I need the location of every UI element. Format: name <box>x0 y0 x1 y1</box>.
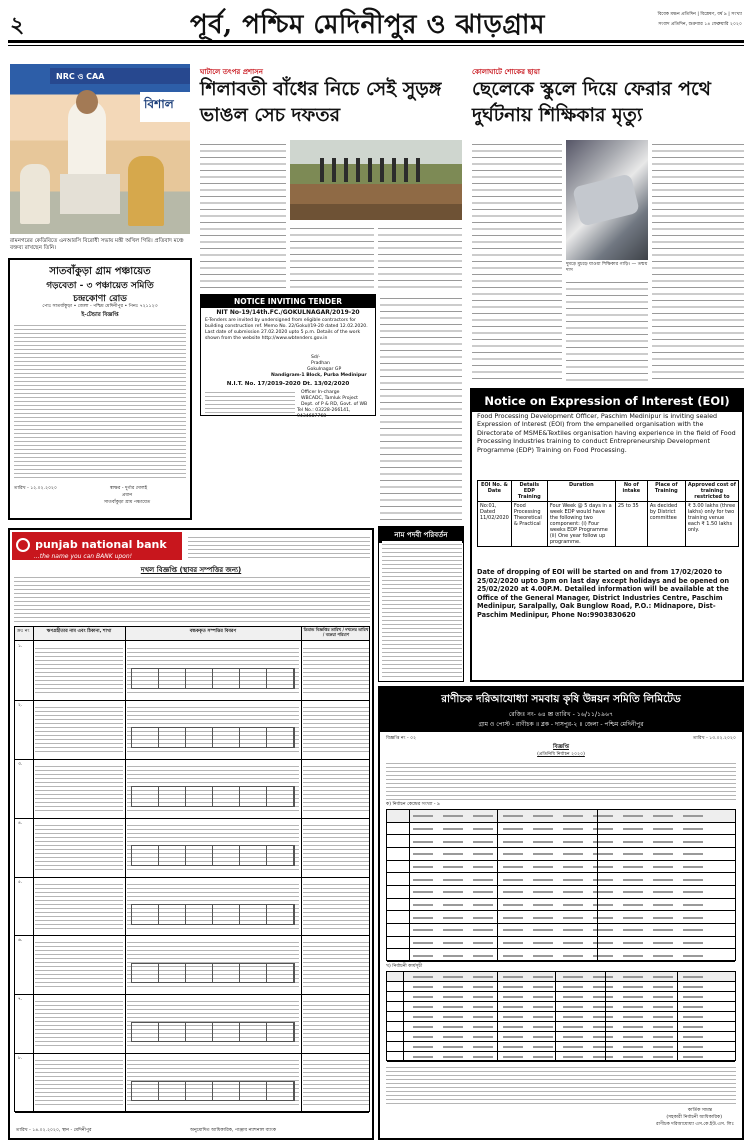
pnb-mini-table <box>131 1081 295 1102</box>
tender-sig-3: Gokulnagar GP <box>307 367 342 372</box>
eoi-table <box>477 480 739 547</box>
pnb-officer: অনুমোদিত আধিকারিক, পাঞ্জাব ন্যাশনাল ব্যাংক <box>190 1128 277 1133</box>
panchayat-subtitle: গড়বেতা - ৩ পঞ্চায়েত সমিতি <box>46 281 154 291</box>
ranichak-b-row-text <box>413 1016 713 1018</box>
panchayat-heading: ই-টেন্ডার বিজ্ঞপ্তি <box>81 312 119 318</box>
ranichak-a-row <box>387 937 735 950</box>
right-headline: ছেলেকে স্কুলে দিয়ে ফেরার পথে দুর্ঘটনায় শিক্ষিকার মৃত্যু <box>472 78 711 126</box>
pnb-cell-text <box>35 645 123 696</box>
ranichak-b-row <box>387 1042 735 1052</box>
panchayat-title: সাতবাঁকুড়া গ্রাম পঞ্চায়েত <box>49 266 151 277</box>
pnb-table-row <box>15 701 369 760</box>
eoi-body: Food Processing Development Officer, Paschim Medinipur is inviting sealed Expression of Interest (EOI) from the empanelled organisation with the Directorate of MSME&Textiles organisation having experience in the field of Food Processing Industries training to conduct Entrepreneurship Development Programme (EDP) Training on Food Processing. <box>477 412 736 454</box>
ranichak-b-row <box>387 1052 735 1062</box>
panchayat-signer-org: সাতবাঁকুড়া গ্রাম পঞ্চায়েত <box>104 500 151 505</box>
accident-caption: দুমড়ে মুচড়ে যাওয়া শিক্ষিকার গাড়ি। — তন্ময় দাস <box>566 262 648 273</box>
pnb-cell-text <box>303 704 369 755</box>
pnb-cell-text <box>35 704 123 755</box>
center-kicker: ঘাটালে তৎপর প্রশাসন <box>200 68 263 76</box>
ranichak-table-a <box>386 809 736 961</box>
ranichak-a-row <box>387 848 735 861</box>
ranichak-signer-title: (সহকারী নির্বাচনী আধিকারিক) <box>666 1115 722 1120</box>
ranichak-b-row <box>387 1012 735 1022</box>
ranichak-a-row-text <box>413 891 713 893</box>
ranichak-b-row-text <box>413 1006 713 1008</box>
ranichak-b-row-text <box>413 1046 713 1048</box>
speaker-head <box>76 90 98 114</box>
ranichak-signer-org: রাণীচক দরিআযোধ্যা এস.কে.ইউ.এস. লিঃ <box>656 1122 734 1127</box>
center-col-1 <box>200 140 286 290</box>
pnb-row-number: ৫. <box>18 879 23 885</box>
ranichak-b-row <box>387 982 735 992</box>
pnb-row-number: ৭. <box>18 997 23 1003</box>
ranichak-a-row-text <box>413 866 713 868</box>
pnb-cell-text <box>35 822 123 873</box>
pnb-cell-text <box>303 822 369 873</box>
pnb-table-row <box>15 1054 369 1113</box>
ranichak-b-row <box>387 992 735 1002</box>
ranichak-signer: কার্তিক সামন্ত <box>687 1108 712 1113</box>
pnb-footer: তারিখ - ১৪.০২.২০২০, স্থান - মেদিনীপুর <box>16 1128 92 1133</box>
ranichak-b-row-text <box>413 996 713 998</box>
ranichak-b-row-text <box>413 976 713 978</box>
pnb-row-number: ৪. <box>18 820 23 826</box>
pnb-cell-text <box>303 881 369 932</box>
tender-sig-6: WBCADC, Tamluk Project <box>301 396 358 401</box>
left-story-text <box>10 253 190 257</box>
pnb-brand: punjab national bank <box>35 538 167 551</box>
pnb-cell-text <box>35 881 123 932</box>
name-change-body <box>382 541 462 679</box>
pnb-cell-text <box>35 998 123 1049</box>
right-col-1 <box>472 140 562 384</box>
panchayat-signer: স্বাক্ষর - দুর্গার দোলই <box>110 486 148 491</box>
pnb-address <box>188 534 370 558</box>
pnb-cell-text <box>303 998 369 1049</box>
pnb-row-number: ৮. <box>18 1056 23 1062</box>
page-title: পূর্ব, পশ্চিম মেদিনীপুর ও ঝাড়গ্রাম <box>190 10 545 40</box>
podium <box>60 174 120 214</box>
name-change-box <box>378 526 464 682</box>
pnb-col-1: ঋণগ্রহীতার নাম এবং ঠিকানা, শাখা <box>46 629 112 634</box>
center-col-2 <box>290 224 374 290</box>
pnb-table-row <box>15 760 369 819</box>
ranichak-b-row-text <box>413 1026 713 1028</box>
ranichak-notice <box>378 686 744 1140</box>
panchayat-date: তারিখ - ১২.০২.২০২০ <box>14 486 58 491</box>
eoi-th-4: Place of Training <box>647 481 685 502</box>
ranichak-a-row <box>387 949 735 962</box>
workers <box>320 158 420 182</box>
pnb-mini-table <box>131 786 295 807</box>
banner-strip: NRC ও CAA <box>50 68 190 84</box>
ranichak-b-row-text <box>413 1056 713 1058</box>
accident-photo <box>566 140 648 260</box>
eoi-td-4: As decided by District committee <box>647 502 685 547</box>
eoi-th-2: Duration <box>547 481 615 502</box>
eoi-td-5: ₹ 3.00 lakhs (three lakhs) only for two training venue each ₹ 1.50 lakhs only. <box>685 502 738 547</box>
pnb-row-number: ২. <box>18 702 23 708</box>
eoi-title: Notice on Expression of Interest (EOI) <box>472 390 742 412</box>
ranichak-b-row-text <box>413 986 713 988</box>
pnb-logo-mark <box>16 538 30 552</box>
pnb-mini-table <box>131 1022 295 1043</box>
ranichak-a-row <box>387 899 735 912</box>
pnb-table-row <box>15 642 369 701</box>
panchayat-address: পোঃ সাতবাঁকুড়া • জেলা - পশ্চিম মেদিনীপুর • পিনঃ ৭২১১২৩ <box>42 304 158 309</box>
pnb-col-0: ক্রঃ নং <box>17 629 30 634</box>
pnb-cell-text <box>303 645 369 696</box>
tender-nit-2: N.I.T. No. 17/2019-2020 Dt. 13/02/2020 <box>226 381 350 387</box>
tender-sig-7: Dept. of P & RD, Govt. of WB <box>301 402 368 407</box>
ranichak-memo: বিজ্ঞপ্তি নং - ০২ <box>386 736 417 741</box>
tender-sig-4: Nandigram-1 Block, Purba Medinipur <box>271 373 367 378</box>
pnb-col-2: বন্ধককৃত সম্পত্তির বিবরণ <box>189 629 237 634</box>
ranichak-b-row <box>387 1032 735 1042</box>
panchayat-subtitle-2: চন্দ্রকোণা রোড <box>73 294 127 304</box>
center-headline: শিলাবতী বাঁধের নিচে সেই সুড়ঙ্গ ভাঙল সেচ দফতর <box>200 78 442 126</box>
pnb-cell-text <box>35 763 123 814</box>
ranichak-a-row-text <box>413 942 713 944</box>
center-col-4 <box>380 294 462 524</box>
ranichak-title: রাণীচক দরিআযোধ্যা সমবায় কৃষি উন্নয়ন সমিতি লিমিটেড <box>441 693 681 705</box>
pnb-logo <box>12 532 182 560</box>
ranichak-subtitle: রেজিঃ নং- ৬৪ ✉ তারিখ - ১৬/১১/১৯৬৭ <box>508 711 614 718</box>
eoi-notice <box>470 388 744 682</box>
pnb-cell-text <box>35 1057 123 1108</box>
ranichak-a-row <box>387 911 735 924</box>
ranichak-notes <box>386 1064 736 1104</box>
edition-line-2: সংবাদ প্রতিদিন, শুক্রবার ১৪ ফেব্রুয়ারি ২০২০ <box>658 22 742 27</box>
pnb-row-number: ১. <box>18 644 23 649</box>
rally-photo <box>10 64 190 234</box>
ranichak-a-row-text <box>413 815 713 817</box>
pnb-table-row <box>15 995 369 1054</box>
embankment-photo <box>290 140 462 220</box>
ranichak-a-row <box>387 861 735 874</box>
ranichak-b-row-text <box>413 1036 713 1038</box>
ranichak-address: গ্রাম ও পোস্ট - রাণীচক ॥ ব্লক - দাসপুর-২ ॥ জেলা - পশ্চিম মেদিনীপুর <box>478 721 644 728</box>
tender-sig-2: Pradhan <box>311 361 330 366</box>
panchayat-signer-title: প্রধান <box>122 493 133 498</box>
pnb-mini-table <box>131 727 295 748</box>
ranichak-a-row-text <box>413 929 713 931</box>
pnb-row-number: ৩. <box>18 761 23 767</box>
ranichak-a-row-text <box>413 841 713 843</box>
ranichak-table-a-title: ক) নির্বাচন কেন্দ্রের সংখ্যা - ৯ <box>386 802 440 807</box>
pnb-notice-title: দখল বিজ্ঞপ্তি (স্থাবর সম্পত্তির জন্য) <box>140 566 242 574</box>
page-number: ২ <box>10 12 25 38</box>
tender-nit: NIT No-19/14th.FC./GOKULNAGAR/2019-20 <box>216 309 360 316</box>
right-kicker: কোলাঘাটে শোকের ছায়া <box>472 68 540 76</box>
name-change-title: নাম পদবী পরিবর্তন <box>379 527 463 543</box>
ranichak-heading: বিজ্ঞপ্তি <box>553 744 569 750</box>
center-col-3 <box>378 224 462 290</box>
ranichak-a-row-text <box>413 828 713 830</box>
pnb-table-row <box>15 819 369 878</box>
eoi-th-1: Details EDP Training <box>511 481 547 502</box>
pnb-tagline: ...the name you can BANK upon! <box>34 553 133 560</box>
ranichak-a-row-text <box>413 879 713 881</box>
ranichak-a-row <box>387 835 735 848</box>
tender-sig-8: Tel No.: 03228-266141, 9434687768 <box>297 408 351 419</box>
eoi-th-3: No of intake <box>615 481 647 502</box>
eoi-td-1: Food Processing Theoretical & Practical <box>511 502 547 547</box>
pnb-intro <box>14 574 370 624</box>
pnb-table-row <box>15 878 369 937</box>
ranichak-a-row <box>387 823 735 836</box>
tender-sig-5: Officer In-charge <box>301 390 340 395</box>
pnb-cell-text <box>303 1057 369 1108</box>
ranichak-a-row <box>387 810 735 823</box>
ranichak-a-row <box>387 886 735 899</box>
eoi-td-2: Four Week @ 5 days in a week EDP would have the following two component: (i) Four weeks EDP Programme (ii) One year follow up programme. <box>547 502 615 547</box>
seated-person <box>128 156 164 226</box>
ranichak-a-row-text <box>413 917 713 919</box>
tender-body: E-Tenders are invited by undersigned from eligible contractors for building construction ref. Memo No. 22/Gokul/19-20 dated 12.02.2020. Last date of submission 27.02.2020 upto 5 p.m. Details of the work shown from the website http://www.wbtenders.gov.in <box>205 318 368 341</box>
right-col-3 <box>652 140 744 384</box>
ranichak-a-row-text <box>413 955 713 957</box>
tender-title: NOTICE INVITING TENDER <box>201 295 375 308</box>
pnb-col-3: ডিমান্ড বিজ্ঞপ্তির তারিখ / দখলের তারিখ / বকেয়া পরিমাণ <box>303 627 369 637</box>
pnb-table-row <box>15 936 369 995</box>
pnb-cell-text <box>303 763 369 814</box>
ranichak-intro <box>386 760 736 800</box>
banner-strip-2: বিশাল <box>140 92 190 122</box>
pnb-cell-text <box>303 939 369 990</box>
masthead-rule <box>8 40 744 43</box>
tender-sig-1: Sd/- <box>311 355 321 360</box>
right-col-2 <box>566 278 648 384</box>
ranichak-a-row <box>387 924 735 937</box>
ranichak-b-row <box>387 1002 735 1012</box>
pnb-mini-table <box>131 904 295 925</box>
eoi-td-0: No:01, Dated 11/02/2020 <box>478 502 512 547</box>
ranichak-a-row-text <box>413 853 713 855</box>
pnb-table <box>14 626 370 1112</box>
tender-notice <box>200 294 376 419</box>
eoi-th-5: Approved cost of training restricted to <box>685 481 738 502</box>
pnb-mini-table <box>131 963 295 984</box>
ranichak-a-row <box>387 873 735 886</box>
photo-caption: রামনগরের কেডিবিতে এনআরসি বিরোধী সভায় মন্ত্রী অখিল গিরি। প্রতিবাদ মঞ্চে বক্তব্য রাখছেন তিনি। <box>10 238 184 251</box>
pnb-cell-text <box>35 939 123 990</box>
ranichak-b-row <box>387 1022 735 1032</box>
tender-body-2 <box>205 389 295 413</box>
panchayat-notice <box>8 258 192 520</box>
ranichak-table-b <box>386 971 736 1061</box>
pnb-mini-table <box>131 668 295 689</box>
pnb-row-number: ৬. <box>18 938 23 944</box>
ranichak-date: তারিখ - ১৩.০২.২০২০ <box>692 736 736 741</box>
ranichak-subheading: (প্রতিনিধি নির্বাচন ২০২০) <box>537 752 585 757</box>
pnb-mini-table <box>131 845 295 866</box>
ranichak-a-row-text <box>413 904 713 906</box>
pnb-notice <box>8 528 374 1140</box>
ranichak-table-b-title: খ) নির্বাচনী কার্যসূচী <box>386 964 423 969</box>
eoi-footer: Date of dropping of EOI will be started on and from 17/02/2020 to 25/02/2020 upto 3pm on last day except holidays and be opened on 25/02/2020 at 4.00P.M. Detailed information will be available at the Office of the General Manager, District Industries Centre, Paschim Medinipur, Saralpally, Oak Bunglow Road, P.O.: Midnapore, Dist-Paschim Medinipur, Phone No:9903830620 <box>477 568 730 619</box>
eoi-td-3: 25 to 35 <box>615 502 647 547</box>
eoi-th-0: EOI No. & Date <box>478 481 512 502</box>
edition-line-1: বিবেক মঞ্চন প্রতিদিন | বিশ্লেষণ, বর্ষ ৯ | সংখ্যা <box>657 12 742 17</box>
wreck <box>572 173 640 226</box>
seated-person-2 <box>20 164 50 224</box>
panchayat-body <box>14 322 186 480</box>
masthead-rule-thin <box>8 45 744 46</box>
ranichak-b-row <box>387 972 735 982</box>
